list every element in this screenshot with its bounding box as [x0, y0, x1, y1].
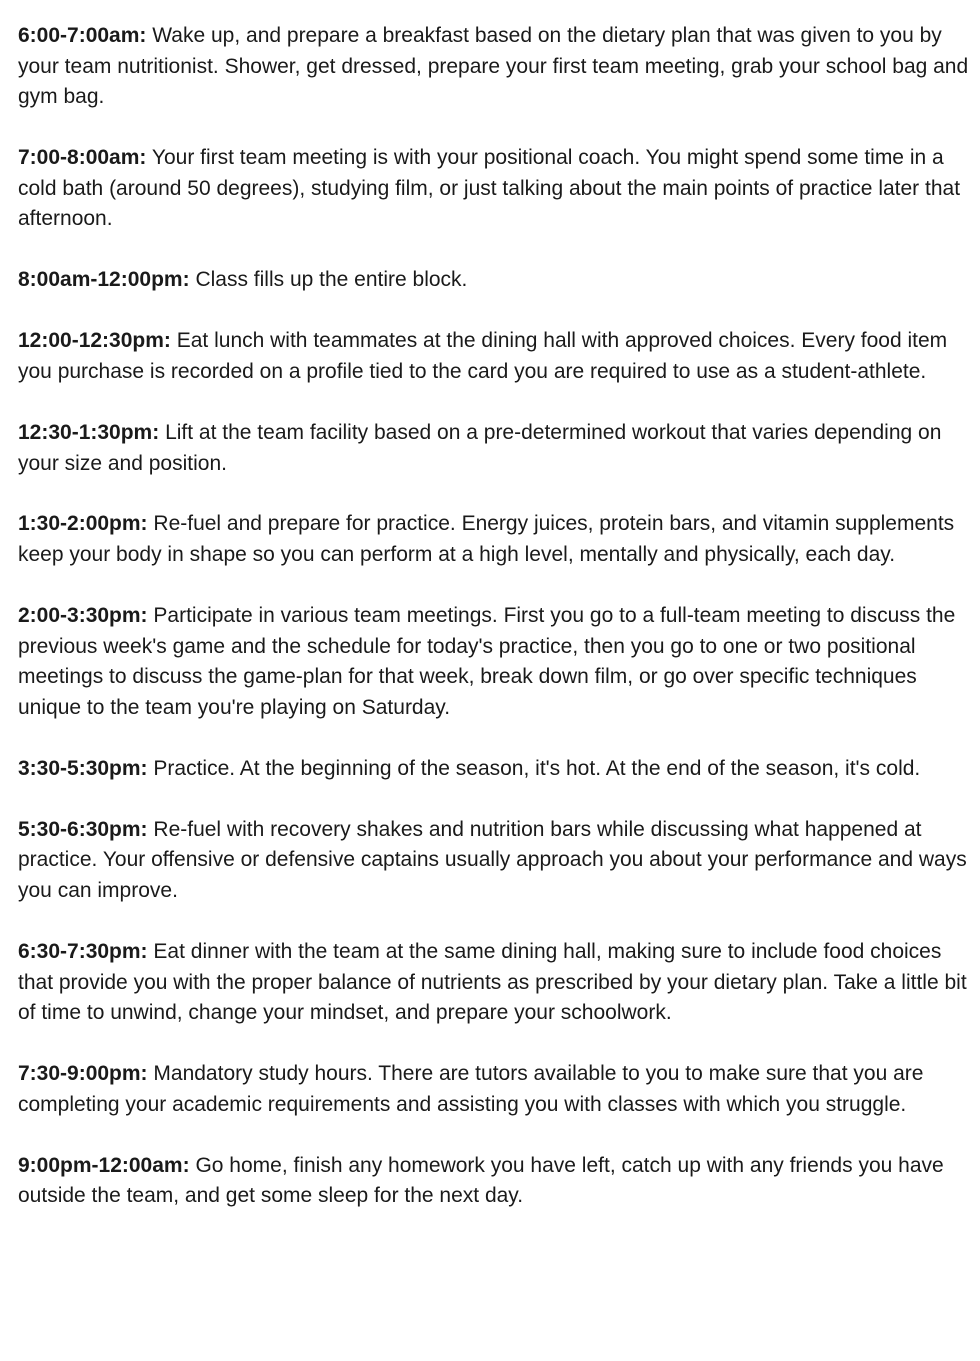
entry-text: Re-fuel and prepare for practice. Energy juices, protein bars, and vitamin supplements keep your body in shape so you can perform at a high level, mentally and physically, each day.	[18, 512, 955, 567]
schedule-entry	[18, 265, 970, 296]
entry-text: Lift at the team facility based on a pre-determined workout that varies depending on your size and position.	[18, 420, 942, 475]
schedule-entry	[18, 326, 970, 387]
entry-time: 6:30-7:30pm:	[18, 939, 148, 963]
schedule-entry	[18, 143, 970, 235]
entry-time: 2:00-3:30pm:	[18, 604, 148, 628]
schedule-entry	[18, 601, 970, 723]
schedule-entry	[18, 1151, 970, 1212]
entry-time: 6:00-7:00am:	[18, 24, 147, 47]
schedule-entry	[18, 937, 970, 1029]
schedule-entry	[18, 1059, 970, 1120]
entry-time: 1:30-2:00pm:	[18, 512, 148, 536]
entry-text: Your first team meeting is with your positional coach. You might spend some time in a cold bath (around 50 degrees), studying film, or just talking about the main points of practice later that afternoon.	[18, 146, 961, 231]
entry-time: 3:30-5:30pm:	[18, 756, 148, 780]
entry-text: Practice. At the beginning of the season, it's hot. At the end of the season, it's cold.	[153, 756, 921, 780]
entry-text: Re-fuel with recovery shakes and nutrition bars while discussing what happened at practice. Your offensive or defensive captains usually approach you about your performance and ways you can improve.	[18, 817, 967, 902]
entry-text: Go home, finish any homework you have left, catch up with any friends you have outside the team, and get some sleep for the next day.	[18, 1153, 944, 1208]
schedule-entry	[18, 754, 970, 785]
entry-text: Mandatory study hours. There are tutors available to you to make sure that you are completing your academic requirements and assisting you with classes with which you struggle.	[18, 1062, 924, 1116]
schedule-entry	[18, 418, 970, 479]
entry-time: 12:30-1:30pm:	[18, 420, 160, 444]
entry-text: Eat lunch with teammates at the dining hall with approved choices. Every food item you purchase is recorded on a profile tied to the card you are required to use as a student-athlete.	[18, 329, 948, 383]
schedule-entry	[18, 815, 970, 907]
entry-time: 7:30-9:00pm:	[18, 1062, 148, 1086]
daily-schedule	[18, 21, 970, 1212]
entry-time: 8:00am-12:00pm:	[18, 268, 190, 292]
entry-time: 12:00-12:30pm:	[18, 329, 171, 353]
entry-text: Wake up, and prepare a breakfast based on the dietary plan that was given to you by your team nutritionist. Shower, get dressed, prepare your first team meeting, grab your school bag and gym bag.	[18, 24, 969, 109]
schedule-entry	[18, 509, 970, 570]
entry-time: 9:00pm-12:00am:	[18, 1153, 190, 1177]
entry-text: Class fills up the entire block.	[195, 268, 468, 292]
entry-time: 5:30-6:30pm:	[18, 817, 148, 841]
entry-text: Participate in various team meetings. First you go to a full-team meeting to discuss the previous week's game and the schedule for today's practice, then you go to one or two positional meetings to discuss the game-plan for that week, break down film, or go over specific techniques unique to the team you're playing on Saturday.	[18, 604, 956, 719]
entry-text: Eat dinner with the team at the same dining hall, making sure to include food choices that provide you with the proper balance of nutrients as prescribed by your dietary plan. Take a little bit of time to unwind, change your mindset, and prepare your schoolwork.	[18, 939, 967, 1025]
entry-time: 7:00-8:00am:	[18, 146, 147, 170]
schedule-entry	[18, 21, 970, 113]
